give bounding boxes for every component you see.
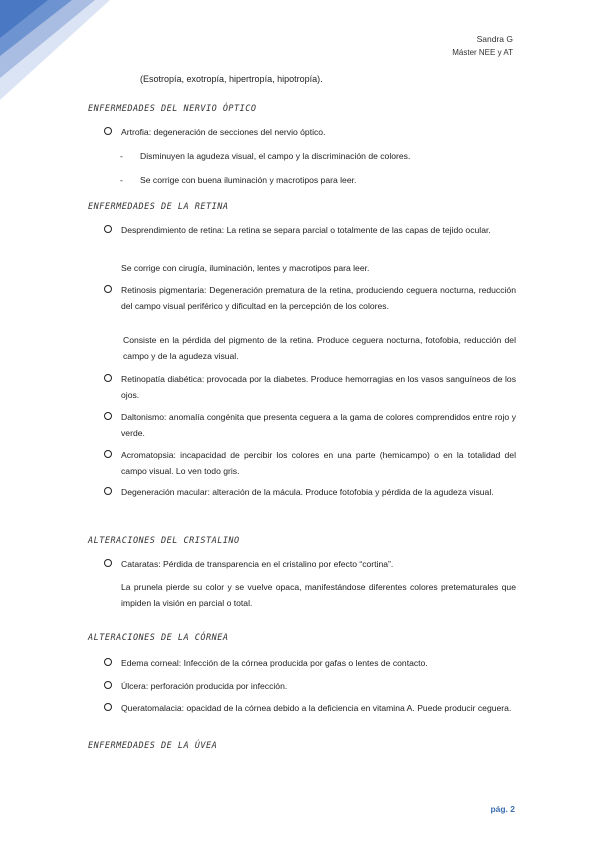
list-item: Cataratas: Pérdida de transparencia en el cristalino por efecto “cortina”. [104,556,516,572]
bullet-icon [104,559,112,567]
section-heading-cristalino: ALTERACIONES DEL CRISTALINO [88,536,240,546]
section-heading-cornea: ALTERACIONES DE LA CÓRNEA [88,633,229,643]
bullet-icon [104,450,112,458]
list-item: Artrofia: degeneración de secciones del nervio óptico. [104,124,516,140]
header-course: Máster NEE y AT [452,48,513,57]
list-item: Daltonismo: anomalía congénita que presenta ceguera a la gama de colores comprendidos entre rojo y verde. [104,409,516,441]
paragraph: Se corrige con cirugía, iluminación, lentes y macrotipos para leer. [121,263,370,273]
dash-icon: - [120,175,123,185]
dash-item: - Se corrige con buena iluminación y macrotipos para leer. [120,172,520,188]
section-heading-uvea: ENFERMEDADES DE LA ÚVEA [88,741,218,751]
section-heading-nervio: ENFERMEDADES DEL NERVIO ÓPTICO [88,104,257,114]
bullet-icon [104,225,112,233]
bullet-icon [104,412,112,420]
list-item: Úlcera: perforación producida por infección. [104,678,516,694]
list-item: Edema corneal: Infección de la córnea producida por gafas o lentes de contacto. [104,655,516,671]
list-item: Degeneración macular: alteración de la mácula. Produce fotofobia y pérdida de la agudeza visual. [104,484,516,500]
bullet-icon [104,374,112,382]
header-author: Sandra G [476,34,513,44]
list-item: Queratomalacia: opacidad de la córnea debido a la deficiencia en vitamina A. Puede producir ceguera. [104,700,516,716]
paragraph: La prunela pierde su color y se vuelve opaca, manifestándose diferentes colores pretematurales que impiden la visión en parcial o total. [121,582,516,608]
page-header [452,32,513,60]
bullet-icon [104,487,112,495]
bullet-icon [104,658,112,666]
list-item: Retinosis pigmentaria: Degeneración prematura de la retina, produciendo ceguera nocturna, reducción del campo visual periférico y dificultad en la percepción de los colores. [104,282,516,314]
intro-text: (Esotropía, exotropía, hipertropía, hipotropía). [140,74,323,84]
bullet-icon [104,703,112,711]
bullet-icon [104,127,112,135]
bullet-icon [104,681,112,689]
corner-decoration [0,0,110,100]
dash-item: - Disminuyen la agudeza visual, el campo y la discriminación de colores. [120,148,520,164]
paragraph: Consiste en la pérdida del pigmento de la retina. Produce ceguera nocturna, fotofobia, reducción del campo y de la agudeza visual. [123,335,516,361]
list-item: Acromatopsia: incapacidad de percibir los colores en una parte (hemicampo) o en la totalidad del campo visual. Lo ven todo gris. [104,447,516,479]
list-item: Retinopatía diabética: provocada por la diabetes. Produce hemorragias en los vasos sanguíneos de los ojos. [104,371,516,403]
section-heading-retina: ENFERMEDADES DE LA RETINA [88,202,229,212]
list-item: Desprendimiento de retina: La retina se separa parcial o totalmente de las capas de tejido ocular. [104,222,516,238]
bullet-icon [104,285,112,293]
page-number: pág. 2 [490,804,515,814]
dash-icon: - [120,151,123,161]
